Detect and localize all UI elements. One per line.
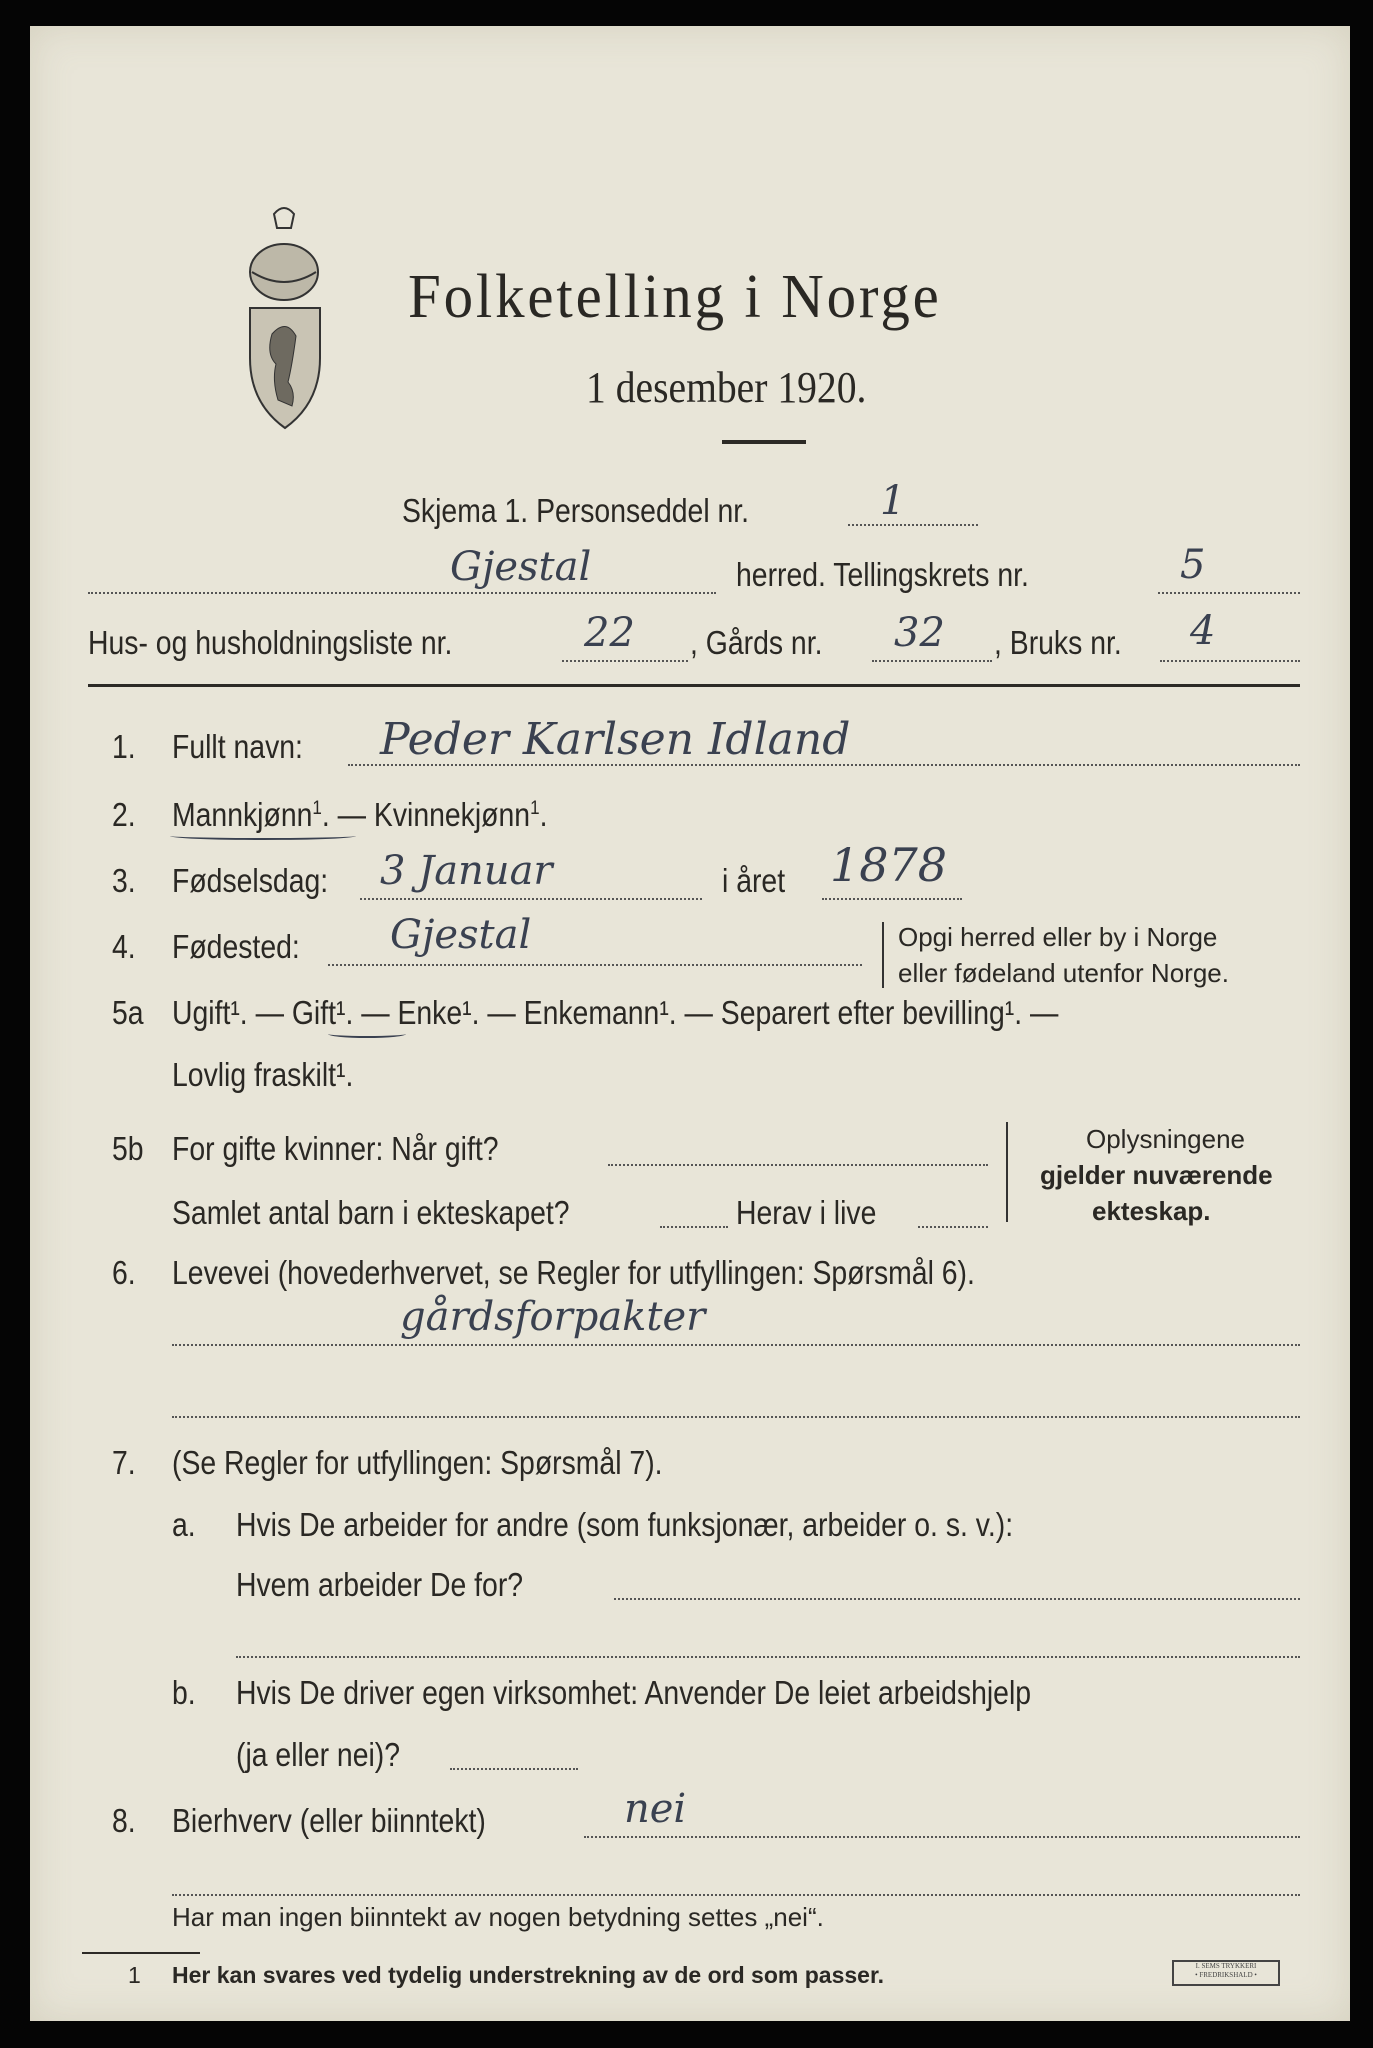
section-divider	[88, 684, 1300, 687]
personseddel-value: 1	[880, 478, 906, 524]
occupation-field[interactable]	[172, 1344, 1300, 1346]
q3-label: Fødselsdag:	[172, 862, 329, 899]
birthplace-value: Gjestal	[390, 912, 532, 958]
census-form-page	[30, 26, 1350, 2021]
q3-number: 3.	[112, 862, 136, 899]
male-selected-underline	[170, 832, 356, 840]
norway-coat-of-arms-icon	[244, 204, 326, 430]
marriage-note-3: ekteskap.	[1092, 1196, 1211, 1226]
employer-field[interactable]	[614, 1598, 1300, 1600]
marital-status-options[interactable]: Ugift¹. — Gift¹. — Enke¹. — Enkemann¹. — Separert efter bevilling¹. —	[172, 994, 1059, 1031]
q1-number: 1.	[112, 728, 136, 765]
q5b-number: 5b	[112, 1130, 144, 1167]
hus-label: Hus- og husholdningsliste nr.	[88, 624, 453, 661]
birth-year-field[interactable]	[822, 898, 962, 900]
q1-label: Fullt navn:	[172, 728, 303, 765]
q5b-line1: For gifte kvinner: Når gift?	[172, 1130, 499, 1167]
q4-number: 4.	[112, 928, 136, 965]
q7-number: 7.	[112, 1444, 136, 1481]
bruks-field[interactable]	[1160, 660, 1300, 662]
q5a-number: 5a	[112, 994, 144, 1031]
option-male[interactable]: Mannkjønn	[172, 796, 313, 833]
bruks-label: , Bruks nr.	[994, 624, 1122, 661]
page-title: Folketelling i Norge	[408, 263, 942, 331]
year-label: i året	[722, 862, 786, 899]
q8-number: 8.	[112, 1802, 136, 1839]
side-income-value: nei	[624, 1786, 687, 1832]
employer-field-2[interactable]	[236, 1656, 1300, 1658]
birthday-value: 3 Januar	[380, 848, 553, 894]
q7a-letter: a.	[172, 1506, 196, 1543]
q4-label: Fødested:	[172, 928, 300, 965]
q7b-line2: (ja eller nei)?	[236, 1736, 401, 1773]
gards-field[interactable]	[872, 660, 992, 662]
full-name-value: Peder Karlsen Idland	[380, 714, 851, 765]
gards-value: 32	[894, 610, 945, 656]
q5b-children-label: Samlet antal barn i ekteskapet?	[172, 1194, 570, 1231]
occupation-field-2[interactable]	[172, 1416, 1300, 1418]
q7-label: (Se Regler for utfyllingen: Spørsmål 7).	[172, 1444, 663, 1481]
marriage-note-1: Oplysningene	[1086, 1124, 1245, 1154]
hired-help-field[interactable]	[450, 1768, 578, 1770]
q7b-line1: Hvis De driver egen virksomhet: Anvender De leiet arbeidshjelp	[236, 1674, 1032, 1711]
q2-options: Mannkjønn$^1$. — Kvinnekjønn$^1$.	[172, 796, 548, 833]
children-total-field[interactable]	[660, 1226, 728, 1228]
married-when-field[interactable]	[608, 1164, 988, 1166]
herred-label: herred. Tellingskrets nr.	[736, 556, 1029, 593]
personseddel-field[interactable]	[848, 524, 978, 526]
hus-value: 22	[584, 610, 635, 656]
q8-note: Har man ingen biinntekt av nogen betydning settes „nei“.	[172, 1902, 824, 1932]
herred-value: Gjestal	[450, 544, 592, 590]
skjema-label: Skjema 1. Personseddel nr.	[402, 492, 750, 529]
marital-status-divorced[interactable]: Lovlig fraskilt¹.	[172, 1056, 354, 1093]
q5b-alive-label: Herav i live	[736, 1194, 877, 1231]
hus-field[interactable]	[562, 660, 688, 662]
bruks-value: 4	[1190, 608, 1216, 654]
option-female[interactable]: Kvinnekjønn	[373, 796, 531, 833]
q7a-line2: Hvem arbeider De for?	[236, 1566, 524, 1603]
q7b-letter: b.	[172, 1674, 196, 1711]
birthplace-note-1: Opgi herred eller by i Norge	[898, 922, 1218, 952]
birthplace-brace	[882, 922, 884, 988]
gards-label: , Gårds nr.	[690, 624, 823, 661]
birthplace-field[interactable]	[328, 964, 862, 966]
q8-label: Bierhverv (eller biinntekt)	[172, 1802, 486, 1839]
tellingskrets-field[interactable]	[1158, 592, 1300, 594]
footnote-marker: 1	[128, 1962, 141, 1988]
marriage-note-brace	[1006, 1122, 1008, 1222]
herred-field[interactable]	[88, 592, 716, 594]
title-divider	[722, 440, 806, 444]
footnote-divider	[82, 1952, 200, 1954]
census-date: 1 desember 1920.	[586, 363, 867, 412]
q2-number: 2.	[112, 796, 136, 833]
birth-year-value: 1878	[830, 838, 948, 892]
married-selected-underline	[328, 1030, 406, 1038]
birthplace-note-2: eller fødeland utenfor Norge.	[898, 958, 1229, 988]
side-income-field-2[interactable]	[172, 1894, 1300, 1896]
tellingskrets-value: 5	[1180, 542, 1206, 588]
printer-stamp: I. SEMS TRYKKERI • FREDRIKSHALD •	[1172, 1960, 1280, 1986]
q7a-line1: Hvis De arbeider for andre (som funksjonær, arbeider o. s. v.):	[236, 1506, 1014, 1543]
marriage-note-2: gjelder nuværende	[1040, 1160, 1273, 1190]
q6-label: Levevei (hovederhvervet, se Regler for utfyllingen: Spørsmål 6).	[172, 1254, 975, 1291]
footnote-text: Her kan svares ved tydelig understrekning av de ord som passer.	[172, 1962, 885, 1988]
occupation-value: gårdsforpakter	[400, 1294, 706, 1340]
q6-number: 6.	[112, 1254, 136, 1291]
birthday-field[interactable]	[360, 898, 702, 900]
children-alive-field[interactable]	[918, 1226, 988, 1228]
side-income-field[interactable]	[584, 1836, 1300, 1838]
